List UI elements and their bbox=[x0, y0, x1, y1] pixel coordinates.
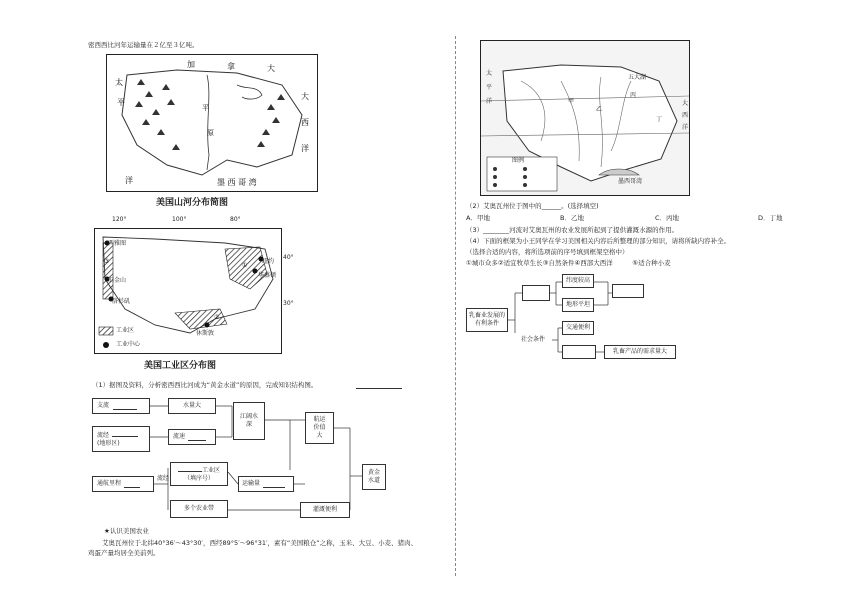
tree-traffic: 交通便利 bbox=[562, 321, 594, 335]
map2-caption: 美国工业区分布图 bbox=[144, 361, 217, 371]
city-washington: 华盛顿 bbox=[258, 272, 277, 279]
tree-terrain: 地形平坦 bbox=[562, 298, 594, 312]
city-houston: 休斯敦 bbox=[196, 330, 215, 337]
map3-lakes: 五大湖 bbox=[628, 74, 647, 81]
via-label: 流经 bbox=[97, 432, 110, 439]
tree-result-blank[interactable] bbox=[612, 284, 644, 298]
question-4: （4）下面的框架为小王同学在学习美国相关内容后所整理的部分知识，请将所缺内容补全。 bbox=[466, 237, 731, 245]
farm-box: 多个农业带 bbox=[170, 500, 228, 518]
column-divider bbox=[455, 36, 456, 576]
map3-gulf: 墨西哥湾 bbox=[618, 178, 643, 185]
map3-jia: 甲 bbox=[568, 98, 575, 105]
map3-bing: 丙 bbox=[630, 92, 637, 99]
industry-sub: （填序号） bbox=[183, 475, 214, 482]
terrain-label: (地形区) bbox=[97, 440, 120, 447]
zone-2: ② bbox=[214, 314, 220, 321]
city-seattle: 西雅图 bbox=[108, 240, 127, 247]
mileage-label: 通航里程 bbox=[97, 480, 122, 487]
choice-list: ①城市众多②适宜牧草生长③自然条件④西部大西洋 ⑤适合种小麦 bbox=[466, 259, 671, 267]
tree-social: 社会条件 bbox=[514, 333, 552, 347]
question-1: （1）据图及资料，分析密西西比河成为“黄金水道”的原因，完成知识结构图。 bbox=[92, 381, 318, 389]
option-d[interactable]: D．丁地 bbox=[758, 214, 783, 222]
legend-industrial-center: 工业中心 bbox=[116, 341, 141, 348]
map3-pacific-2: 平 bbox=[486, 84, 493, 91]
map3-pacific-1: 太 bbox=[486, 70, 493, 77]
option-c[interactable]: C．丙地 bbox=[655, 214, 680, 222]
map3-ding: 丁 bbox=[656, 116, 663, 123]
via2-label: 流经 bbox=[157, 475, 170, 482]
map3-atlantic-3: 洋 bbox=[682, 124, 689, 131]
svg-text:拿: 拿 bbox=[227, 62, 235, 71]
question-3: （3）________河流对艾奥瓦州的农业发展所起到了提供灌溉水源的作用。 bbox=[466, 226, 679, 234]
tree-natural-blank[interactable] bbox=[522, 285, 550, 301]
legend-industrial-area: 工业区 bbox=[116, 327, 135, 334]
map3-atlantic-2: 西 bbox=[682, 112, 689, 119]
question-4-note: （选择合适的内容，将所选项前的序号填到框架空格中） bbox=[466, 248, 629, 256]
option-a[interactable]: A．甲地 bbox=[466, 214, 490, 222]
map1-caption: 美国山河分布简图 bbox=[156, 198, 229, 208]
water-box: 水量大 bbox=[168, 398, 216, 414]
option-b[interactable]: B．乙地 bbox=[560, 214, 584, 222]
zone-3: ③ bbox=[104, 258, 110, 265]
svg-text:平: 平 bbox=[202, 104, 209, 112]
intro-text: 密西西比河年运输量在２亿至３亿吨。 bbox=[88, 41, 199, 49]
iowa-paragraph: 艾奥瓦州位于北纬40°36′～43°30′，西经89°5′～96°31′，素有“美国粮仓”之称，玉米、大豆、小麦、猪肉、鸡蛋产量均居全美前列。 bbox=[88, 539, 418, 557]
svg-text:墨 西 哥 湾: 墨 西 哥 湾 bbox=[217, 178, 257, 187]
degree-40: 40° bbox=[283, 254, 294, 261]
irrigation-box: 灌溉便利 bbox=[300, 502, 350, 518]
tree-climate: 纬度较高 bbox=[562, 274, 594, 288]
svg-text:洋: 洋 bbox=[301, 144, 309, 153]
svg-text:太: 太 bbox=[115, 78, 123, 87]
svg-text:大: 大 bbox=[267, 64, 275, 73]
map3-atlantic-1: 大 bbox=[682, 100, 689, 107]
industry-label: 工业区 bbox=[201, 467, 220, 474]
map3-legend-title: 图例 bbox=[512, 157, 525, 164]
svg-text:原: 原 bbox=[207, 129, 214, 137]
city-sanfrancisco: 旧金山 bbox=[108, 277, 127, 284]
flow-speed-label: 流速 bbox=[173, 433, 186, 440]
tree-root: 乳畜业发展的有利条件 bbox=[466, 308, 508, 332]
degree-100: 100° bbox=[172, 216, 187, 223]
city-newyork: 纽约 bbox=[262, 258, 275, 265]
svg-text:西: 西 bbox=[301, 118, 309, 127]
degree-30: 30° bbox=[283, 300, 294, 307]
value-box: 航运价值大 bbox=[305, 412, 334, 444]
degree-120: 120° bbox=[112, 216, 127, 223]
channel-box: 江阔水深 bbox=[233, 402, 265, 440]
svg-text:平: 平 bbox=[117, 98, 125, 107]
svg-text:大: 大 bbox=[301, 92, 309, 101]
svg-text:加: 加 bbox=[187, 60, 195, 69]
map3-yi: 乙 bbox=[596, 106, 603, 113]
svg-text:洋: 洋 bbox=[125, 176, 133, 185]
golden-waterway-box: 黄金水道 bbox=[362, 464, 386, 490]
tree-demand: 乳畜产品的需求量大 bbox=[604, 345, 676, 359]
zone-1: ① bbox=[242, 262, 248, 269]
map3-pacific-3: 洋 bbox=[486, 98, 493, 105]
tree-social-blank[interactable] bbox=[562, 345, 596, 359]
section-title: ★认识美国农业 bbox=[104, 527, 149, 535]
city-losangeles: 洛杉矶 bbox=[112, 298, 131, 305]
cargo-label: 运输量 bbox=[242, 480, 261, 487]
question-2: （2）艾奥瓦州位于图中的______。(选择填空) bbox=[466, 202, 599, 210]
degree-80: 80° bbox=[230, 216, 241, 223]
branch-label: 支流 bbox=[97, 402, 110, 409]
